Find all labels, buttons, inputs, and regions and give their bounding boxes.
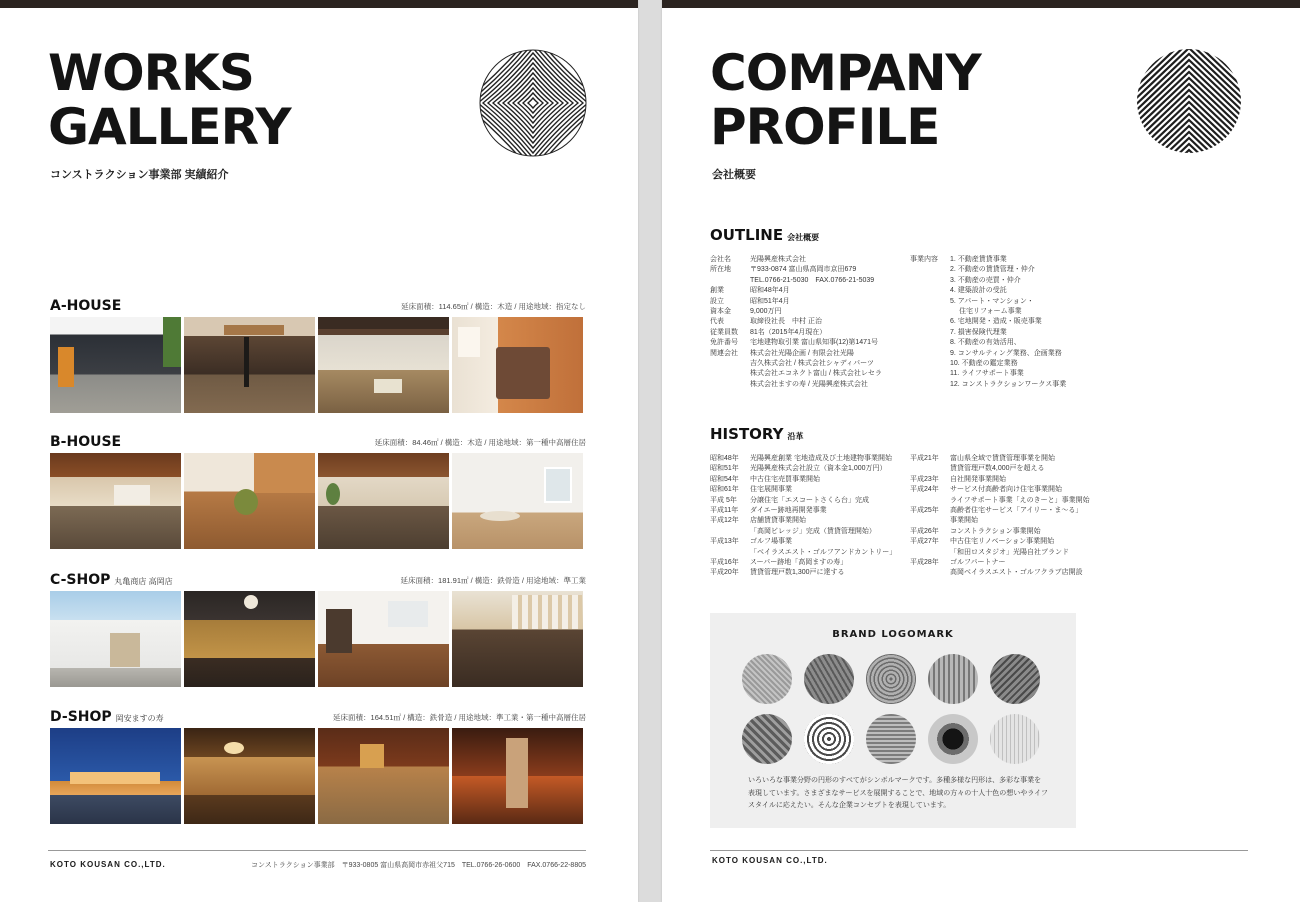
footer-divider xyxy=(710,850,1248,851)
outline-row: 代表 取締役社長 中村 正治 xyxy=(710,318,822,326)
history-row: 賃貸管理戸数4,000戸を超える xyxy=(950,465,1045,473)
works-title-line2: GALLERY xyxy=(48,98,291,156)
logomark-herringbone-icon xyxy=(804,654,854,704)
works-gallery-page xyxy=(0,0,638,902)
house-d-spec: 延床面積：164.51㎡ / 構造：鉄骨造 / 用途地域：準工業・第一種中高層住居 xyxy=(333,713,586,722)
photo-d2 xyxy=(184,728,315,824)
footer-company: KOTO KOUSAN CO.,LTD. xyxy=(50,860,166,869)
history-row: 「ベイラスエスト・ゴルフアンドカントリー」 xyxy=(750,548,897,556)
history-row: 平成28年 ゴルフパートナー xyxy=(910,559,1006,567)
history-row: 高岡ベイラスエスト・ゴルフクラブ店開設 xyxy=(950,569,1083,577)
house-a xyxy=(50,297,586,413)
brand-description: いろいろな事業分野の円形のすべてがシンボルマークです。多種多様な円形は、多彩な事業を表現しています。さまざまなサービスを展開することで、地域の方々の十人十色の想いやライフスタイルに応えたい。そんな企業コンセプトを表現しています。 xyxy=(748,777,1048,809)
house-c xyxy=(50,571,586,687)
logomark-grid-icon xyxy=(990,714,1040,764)
profile-title xyxy=(710,46,981,154)
top-bar xyxy=(662,0,1300,8)
house-c-spec: 延床面積：181.91㎡ / 構造：鉄骨造 / 用途地域：準工業 xyxy=(400,576,586,585)
photo-b3 xyxy=(318,453,449,549)
history-row: 平成 5年 分譲住宅「エスコートさくら台」完成 xyxy=(710,496,869,504)
works-title-line1: WORKS xyxy=(48,44,254,102)
history-row: 昭和48年 光陽興産創業 宅地造成及び土地建物事業開始 xyxy=(710,455,892,462)
house-c-name: C-SHOP xyxy=(50,572,111,588)
photo-c1 xyxy=(50,591,181,687)
outline-subtitle: 会社概要 xyxy=(787,233,820,242)
profile-subtitle: 会社概要 xyxy=(712,169,756,181)
photo-d1 xyxy=(50,728,181,824)
logomark-vertical-stripe-icon xyxy=(928,654,978,704)
history-row: 「和田ロスタジオ」光陽自社ブランド xyxy=(950,548,1069,556)
logomark-square-spiral-icon xyxy=(866,654,916,704)
history-row: 平成26年 コンストラクション事業開始 xyxy=(910,527,1041,535)
photo-a3 xyxy=(318,317,449,413)
house-b-spec: 延床面積：84.46㎡ / 構造：木造 / 用途地域：第一種中高層住居 xyxy=(374,438,586,447)
photo-b4 xyxy=(452,453,583,549)
outline-table xyxy=(710,255,910,390)
outline-row: 免許番号 宅地建物取引業 富山県知事(12)第1471号 xyxy=(710,339,878,347)
history-subtitle: 沿革 xyxy=(787,432,804,441)
logomark-burst-icon xyxy=(928,714,978,764)
history-left xyxy=(710,454,896,579)
brand-logomark-box xyxy=(710,613,1076,828)
photo-c4 xyxy=(452,591,583,687)
outline-row: 設立 昭和51年4月 xyxy=(710,297,790,305)
business-list: 事業内容 1. 不動産賃貸事業 2. 不動産の賃貸管理・仲介 3. 不動産の売買・仲介 4. 建築設計の受託 5. アパート・マンション・ 住宅リフォーム事業 6. 宅地開発・造成・販売事業 7. 損害保険代理業 8. 不動産の有効活用、 9. コンサルティング業務、企画業務 10. 不動産の鑑定業務 11. ライフサポート事業 12. コンストラクションワークス事業 xyxy=(910,256,1067,388)
profile-title-line1: COMPANY xyxy=(710,44,981,102)
history-title: HISTORY 沿革 xyxy=(710,425,804,443)
history-row: 平成16年 スーパー跡地「高岡ますの寿」 xyxy=(710,559,848,567)
house-b xyxy=(50,433,586,549)
history-row: 平成13年 ゴルフ場事業 xyxy=(710,538,792,546)
house-c-note: 丸亀商店 高岡店 xyxy=(114,577,173,586)
photo-a4 xyxy=(452,317,583,413)
brand-title: BRAND LOGOMARK xyxy=(832,629,954,640)
photo-c2 xyxy=(184,591,315,687)
footer-address: コンストラクション事業部 〒933-0805 富山県高岡市赤祖父715 TEL.0766-26-0600 FAX.0766-22-8805 xyxy=(251,862,586,869)
outline-row: 資本金 9,000万円 xyxy=(710,308,782,316)
outline-row: 会社名 光陽興産株式会社 xyxy=(710,256,806,263)
logomark-horizontal-stripe-icon xyxy=(866,714,916,764)
history-row: 平成24年 サービス付高齢者向け住宅事業開始 xyxy=(910,486,1062,494)
history-row: 「高岡ビレッジ」完成（賃貸管理開始） xyxy=(750,527,876,535)
history-row: 平成11年 ダイエー跡地再開発事業 xyxy=(710,507,827,515)
brand-marks-grid xyxy=(742,654,1042,764)
history-row: 平成23年 自社開発事業開始 xyxy=(910,475,1006,483)
history-row: 平成12年 店舗賃貸事業開始 xyxy=(710,517,806,525)
history-row: 事業開始 xyxy=(950,517,978,525)
company-profile-page xyxy=(662,0,1300,902)
chevron-stripe-emblem-icon xyxy=(1136,48,1242,154)
top-bar xyxy=(0,0,638,8)
outline-row: TEL.0766-21-5030 FAX.0766-21-5039 xyxy=(750,276,875,284)
outline-row: 株式会社エコネクト富山 / 株式会社レセラ xyxy=(750,370,882,378)
house-d-note: 岡安ますの寿 xyxy=(115,714,164,723)
history-row: 平成21年 富山県全域で賃貸管理事業を開始 xyxy=(910,455,1055,462)
concentric-diamond-emblem-icon xyxy=(478,48,588,158)
logomark-concentric-ring-icon xyxy=(804,714,854,764)
history-row: ライフサポート事業「えのきーと」事業開始 xyxy=(950,496,1090,504)
outline-row: 従業員数 81名（2015年4月現在） xyxy=(710,328,827,336)
outline-row: 所在地 〒933-0874 富山県高岡市京田679 xyxy=(710,266,857,274)
outline-row: 吉久株式会社 / 株式会社シャディパーツ xyxy=(750,360,874,368)
history-row: 昭和54年 中古住宅売買事業開始 xyxy=(710,475,820,483)
footer-company: KOTO KOUSAN CO.,LTD. xyxy=(712,856,828,865)
photo-d4 xyxy=(452,728,583,824)
photo-a1 xyxy=(50,317,181,413)
history-row: 昭和51年 光陽興産株式会社設立（資本金1,000万円） xyxy=(710,465,887,473)
history-row: 平成25年 高齢者住宅サービス「アイリー・ま〜る」 xyxy=(910,507,1083,515)
history-right xyxy=(910,454,1090,579)
business-label: 事業内容 xyxy=(910,256,938,263)
house-d xyxy=(50,708,586,824)
history-row: 平成27年 中古住宅リノベーション事業開始 xyxy=(910,538,1055,546)
photo-b1 xyxy=(50,453,181,549)
footer-divider xyxy=(48,850,586,851)
house-a-spec: 延床面積：114.65㎡ / 構造：木造 / 用途地域：指定なし xyxy=(401,302,586,311)
house-a-name: A-HOUSE xyxy=(50,298,122,314)
works-title xyxy=(48,46,291,154)
logomark-chevron-icon xyxy=(990,654,1040,704)
history-row: 平成20年 賃貸管理戸数1,300戸に達する xyxy=(710,569,845,577)
outline-row: 関連会社 株式会社光陽企画 / 有限会社光陽 xyxy=(710,349,854,357)
photo-a2 xyxy=(184,317,315,413)
photo-b2 xyxy=(184,453,315,549)
outline-title: OUTLINE 会社概要 xyxy=(710,226,820,244)
house-d-name: D-SHOP xyxy=(50,709,112,725)
logomark-crosshatch-icon xyxy=(742,654,792,704)
photo-c3 xyxy=(318,591,449,687)
profile-title-line2: PROFILE xyxy=(710,98,940,156)
outline-row: 株式会社ますの寿 / 光陽興産株式会社 xyxy=(750,380,868,388)
outline-row: 創業 昭和48年4月 xyxy=(710,287,790,295)
photo-d3 xyxy=(318,728,449,824)
house-b-name: B-HOUSE xyxy=(50,434,122,450)
logomark-diagonal-stripe-icon xyxy=(742,714,792,764)
works-subtitle: コンストラクション事業部 実績紹介 xyxy=(50,169,229,181)
history-row: 昭和61年 住宅展開事業 xyxy=(710,486,792,494)
